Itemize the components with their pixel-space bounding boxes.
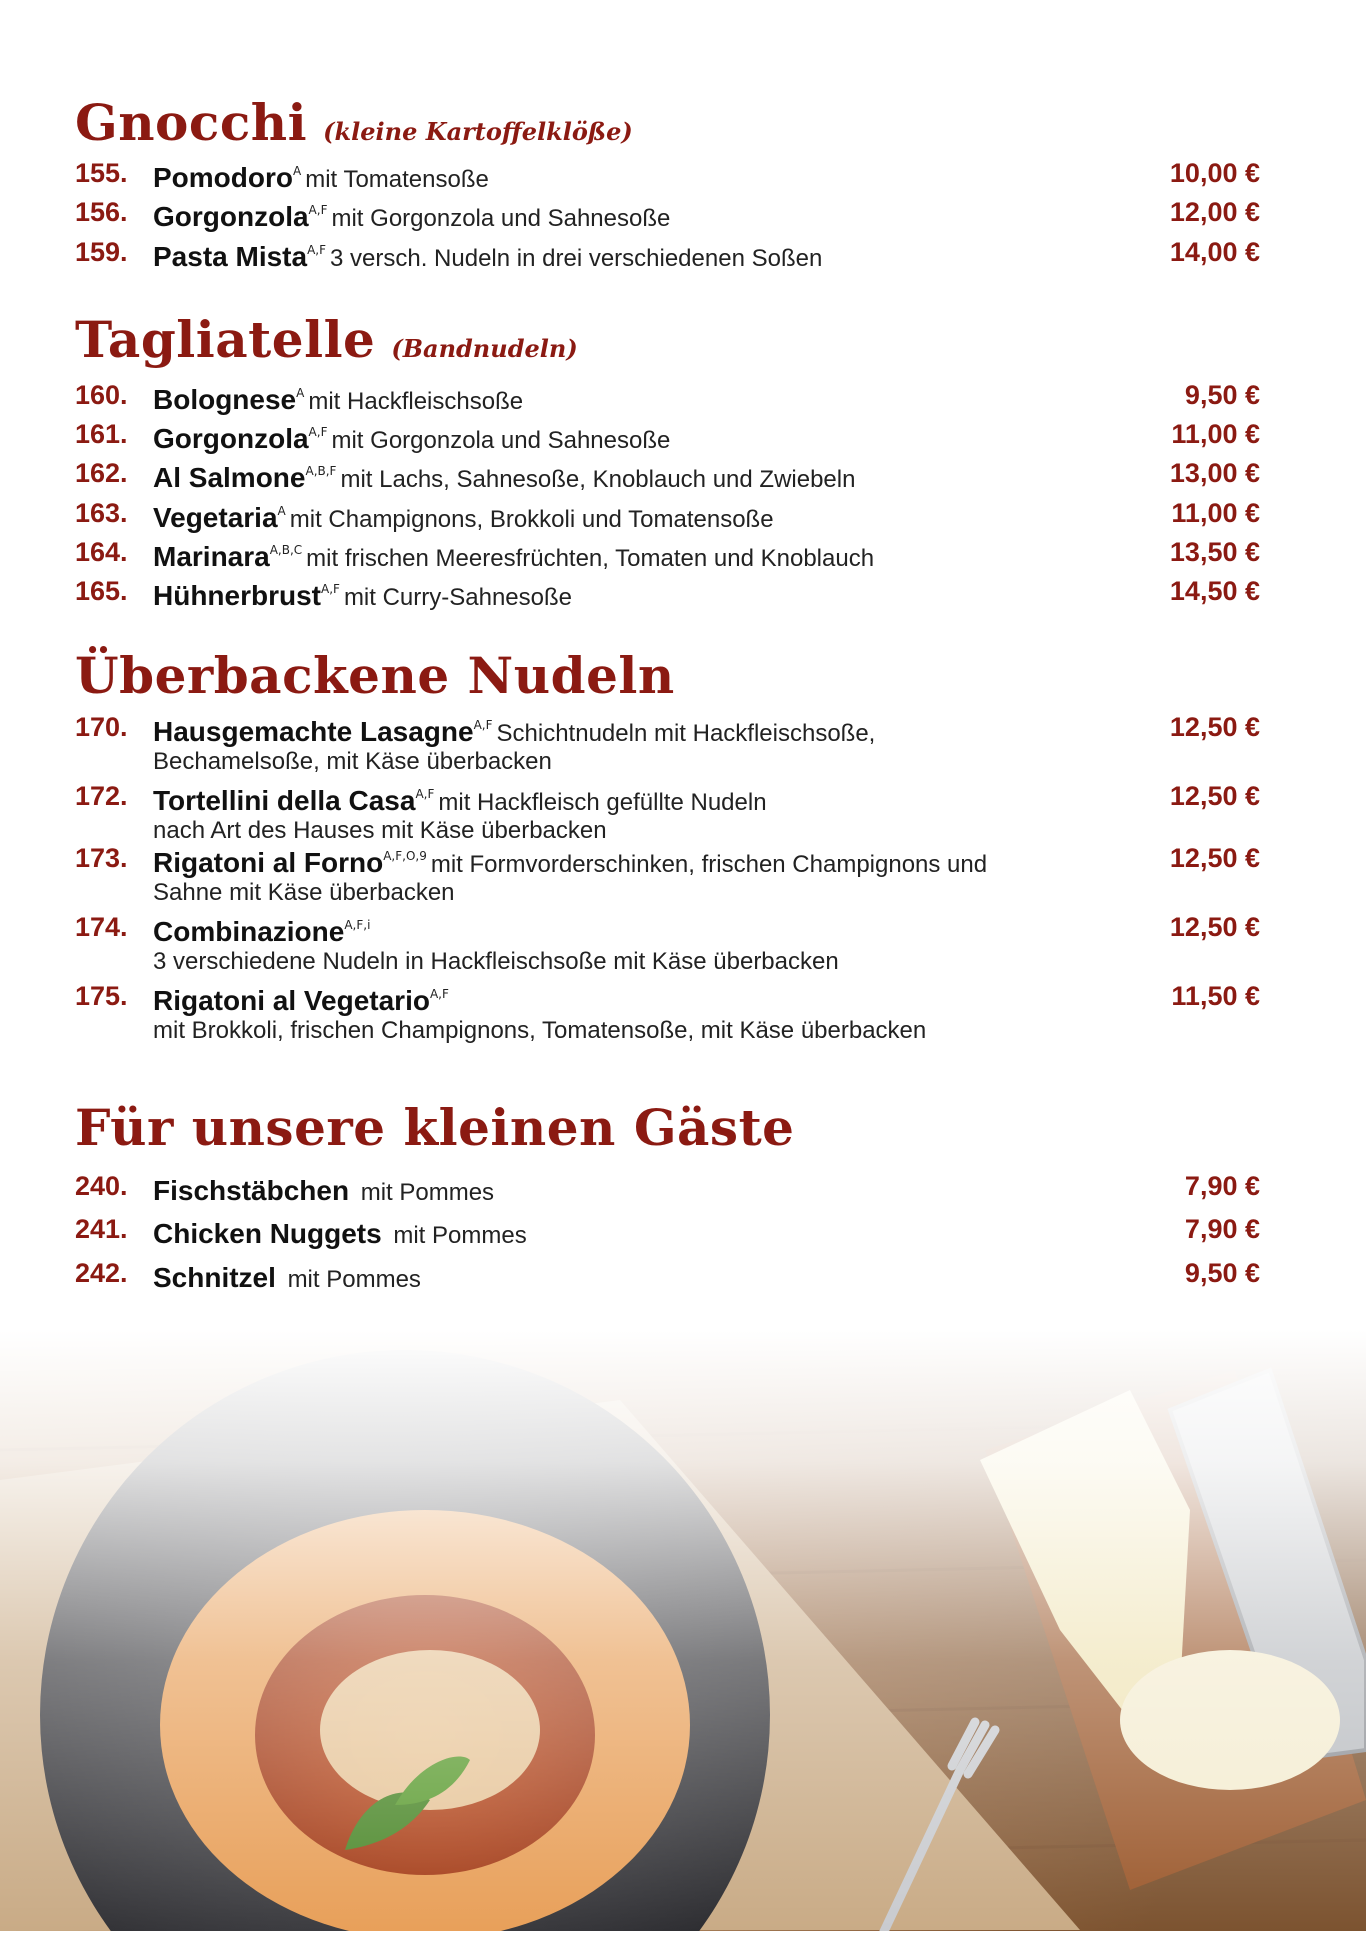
item-price: 11,00 € — [1171, 419, 1260, 449]
item-price: 11,00 € — [1171, 498, 1260, 528]
item-description: mit Hackfleischsoße — [308, 388, 524, 415]
section-title — [75, 648, 1260, 713]
item-description-line2: nach Art des Hauses mit Käse überbacken — [153, 817, 607, 844]
item-number: 162. — [75, 458, 128, 488]
section-title-text: Überbackene Nudeln — [75, 646, 675, 705]
item-name: Hausgemachte Lasagne — [153, 716, 474, 747]
section-title — [75, 95, 1260, 160]
item-price: 14,50 € — [1169, 576, 1260, 606]
section-title — [75, 312, 1260, 377]
item-name: Bolognese — [153, 384, 297, 415]
item-price: 13,00 € — [1169, 458, 1260, 488]
food-illustration — [0, 1330, 1366, 1931]
item-name: Fischstäbchen — [153, 1175, 350, 1206]
item-description-line2: 3 verschiedene Nudeln in Hackfleischsoße mit Käse überbacken — [153, 948, 839, 975]
food-photo — [0, 1330, 1366, 1931]
item-price: 7,90 € — [1184, 1214, 1260, 1244]
item-price: 12,50 € — [1169, 843, 1260, 873]
section-ueberbackene-nudeln — [75, 646, 1260, 1044]
item-name: Combinazione — [153, 916, 345, 947]
section-title-text: Für unsere kleinen Gäste — [75, 1098, 795, 1157]
item-description: mit Champignons, Brokkoli und Tomatensoße — [289, 506, 774, 533]
item-number: 165. — [75, 576, 128, 606]
item-description: mit Formvorderschinken, frischen Champignons und — [430, 851, 988, 878]
item-description: mit Hackfleisch gefüllte Nudeln — [438, 789, 767, 816]
section-title — [75, 1100, 1260, 1165]
item-allergens: A,F — [473, 718, 493, 732]
item-price: 7,90 € — [1184, 1171, 1260, 1201]
item-name: Gorgonzola — [153, 423, 309, 454]
item-number: 240. — [75, 1171, 128, 1201]
item-name: Pasta Mista — [153, 241, 308, 272]
item-allergens: A,F — [308, 203, 328, 217]
section-kids — [75, 1098, 1260, 1293]
item-allergens: A,F — [415, 787, 435, 801]
item-name: Rigatoni al Vegetario — [153, 985, 430, 1016]
item-price: 9,50 € — [1184, 1258, 1260, 1288]
item-price: 9,50 € — [1184, 380, 1260, 410]
item-allergens: A,F — [429, 987, 449, 1001]
item-description: mit Tomatensoße — [305, 166, 489, 193]
item-allergens: A,B,F — [305, 464, 337, 478]
item-description-line2: mit Brokkoli, frischen Champignons, Tomatensoße, mit Käse überbacken — [153, 1017, 927, 1044]
item-price: 13,50 € — [1169, 537, 1260, 567]
item-number: 155. — [75, 158, 128, 188]
item-description: mit frischen Meeresfrüchten, Tomaten und Knoblauch — [306, 545, 875, 572]
item-number: 175. — [75, 981, 128, 1011]
item-name: Hühnerbrust — [153, 580, 321, 611]
section-title-text: Gnocchi — [75, 93, 308, 152]
item-number: 163. — [75, 498, 128, 528]
item-number: 172. — [75, 781, 128, 811]
item-name: Vegetaria — [153, 502, 278, 533]
item-description-line2: Bechamelsoße, mit Käse überbacken — [153, 748, 552, 775]
item-allergens: A,B,C — [269, 543, 303, 557]
item-number: 173. — [75, 843, 128, 873]
item-price: 12,50 € — [1169, 712, 1260, 742]
section-subtitle: (Bandnudeln) — [391, 334, 578, 363]
item-allergens: A,F — [308, 425, 328, 439]
item-price: 10,00 € — [1169, 158, 1260, 188]
item-price: 14,00 € — [1169, 237, 1260, 267]
item-name: Schnitzel — [153, 1262, 276, 1293]
section-title-text: Tagliatelle — [75, 310, 376, 369]
item-description: mit Pommes — [287, 1266, 421, 1293]
item-description: mit Pommes — [360, 1179, 495, 1206]
item-number: 164. — [75, 537, 128, 567]
item-price: 11,50 € — [1171, 981, 1260, 1011]
item-price: 12,50 € — [1169, 912, 1260, 942]
item-price: 12,50 € — [1169, 781, 1260, 811]
section-tagliatelle — [75, 310, 1260, 611]
item-price: 12,00 € — [1169, 197, 1260, 227]
item-number: 156. — [75, 197, 128, 227]
item-allergens: A,F — [307, 243, 327, 257]
item-description: Schichtnudeln mit Hackfleischsoße, — [496, 720, 876, 747]
item-allergens: A,F,O,9 — [383, 849, 427, 863]
item-name: Rigatoni al Forno — [153, 847, 384, 878]
item-number: 174. — [75, 912, 128, 942]
item-name: Chicken Nuggets — [153, 1218, 382, 1249]
item-allergens: A,F,i — [344, 918, 371, 932]
item-description: mit Pommes — [393, 1222, 527, 1249]
section-gnocchi — [75, 93, 1260, 272]
item-name: Marinara — [153, 541, 270, 572]
item-number: 161. — [75, 419, 128, 449]
item-name: Tortellini della Casa — [153, 785, 416, 816]
item-name: Al Salmone — [153, 462, 306, 493]
item-number: 159. — [75, 237, 128, 267]
item-description: mit Curry-Sahnesoße — [343, 584, 573, 611]
item-number: 170. — [75, 712, 128, 742]
item-number: 160. — [75, 380, 128, 410]
item-description: mit Gorgonzola und Sahnesoße — [331, 427, 671, 454]
item-number: 242. — [75, 1258, 128, 1288]
item-number: 241. — [75, 1214, 128, 1244]
item-allergens: A,F — [321, 582, 340, 596]
item-name: Gorgonzola — [153, 201, 309, 232]
item-description: mit Gorgonzola und Sahnesoße — [331, 205, 671, 232]
item-description: mit Lachs, Sahnesoße, Knoblauch und Zwiebeln — [340, 466, 856, 493]
item-description: 3 versch. Nudeln in drei verschiedenen Soßen — [330, 245, 823, 272]
item-description-line2: Sahne mit Käse überbacken — [153, 879, 455, 906]
item-allergens: A — [296, 386, 305, 400]
item-name: Pomodoro — [153, 162, 293, 193]
section-subtitle: (kleine Kartoffelklöße) — [323, 117, 633, 146]
item-allergens: A — [293, 164, 302, 178]
item-allergens: A — [277, 504, 286, 518]
